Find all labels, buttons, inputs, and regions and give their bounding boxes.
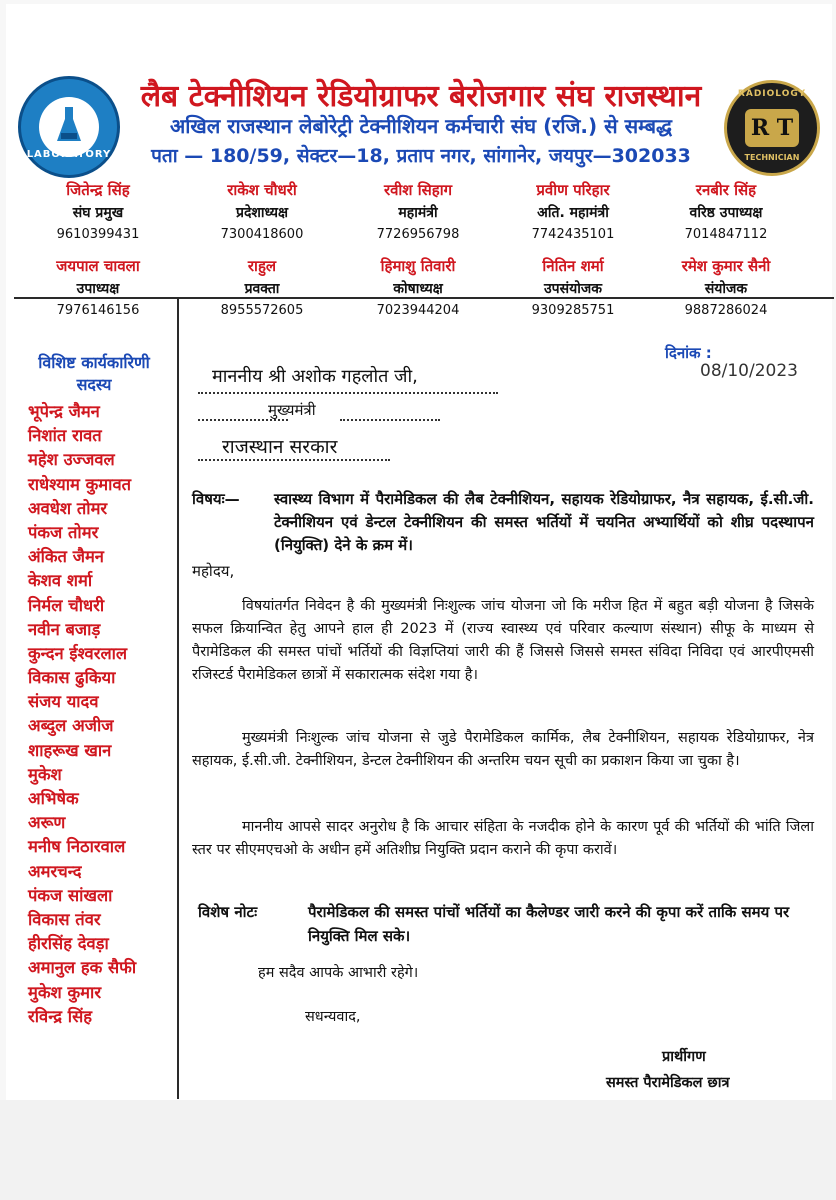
officer-role: प्रवक्ता [244, 281, 280, 297]
officer-phone: 9887286024 [684, 303, 768, 318]
list-item: मनीष निठारवाल [28, 837, 126, 857]
member-list [28, 400, 136, 1029]
list-item: शाहरूख खान [28, 740, 112, 760]
list-item: अंकित जैमन [28, 547, 104, 567]
officer-card [182, 180, 342, 242]
officer-name: नितिन शर्मा [542, 257, 604, 275]
flask-icon [55, 107, 83, 143]
officer-role: उपाध्यक्ष [76, 281, 120, 297]
officer-name: जितेन्द्र सिंह [66, 181, 130, 199]
signature-line-2: समस्त पैरामेडिकल छात्र [606, 1075, 730, 1091]
list-item: अवधेश तोमर [28, 498, 108, 518]
list-item: अरूण [28, 813, 66, 833]
officer-card [646, 180, 806, 242]
date-value: 08/10/2023 [700, 361, 798, 381]
addressee: माननीय श्री अशोक गहलोत जी, [212, 366, 418, 387]
officer-role: वरिष्ठ उपाध्यक्ष [689, 205, 763, 221]
closing-thanks: सधन्यवाद, [305, 1009, 361, 1025]
officer-phone: 7726956798 [376, 227, 460, 242]
list-item: मुकेश [28, 764, 62, 784]
officer-role: उपसंयोजक [544, 281, 602, 297]
officer-phone: 7300418600 [220, 227, 304, 242]
officer-phone: 7014847112 [684, 227, 768, 242]
officer-phone: 9309285751 [531, 303, 615, 318]
officer-name: प्रवीण परिहार [536, 181, 610, 199]
list-item: नवीन बजाड़ [28, 619, 101, 639]
officer-name: जयपाल चावला [56, 257, 140, 275]
officer-role: महामंत्री [398, 205, 438, 221]
background-band [0, 1100, 836, 1200]
list-item: महेश उज्जवल [28, 450, 115, 470]
logo-right-top-text: RADIOLOGY [737, 89, 807, 99]
list-item: भूपेन्द्र जैमन [28, 402, 100, 421]
header-divider [14, 297, 834, 299]
note-label: विशेष नोटः [198, 903, 258, 921]
officer-card [18, 180, 178, 242]
list-item: निर्मल चौधरी [28, 595, 105, 615]
officer-name: राहुल [247, 257, 277, 275]
note-text: पैरामेडिकल की समस्त पांचों भर्तियों का कैलेण्डर जारी करने की कृपा करें ताकि समय पर नियुक्ति मिल सके। [308, 903, 790, 945]
officer-role: प्रदेशाध्यक्ष [236, 205, 288, 221]
list-item: निशांत रावत [28, 426, 102, 446]
radiology-logo [724, 80, 820, 176]
logo-right-bottom-text: TECHNICIAN [744, 153, 800, 162]
sidebar-heading-line2: सदस्य [76, 375, 112, 394]
officer-role: संयोजक [704, 281, 748, 297]
paragraph-2-text: मुख्यमंत्री निःशुल्क जांच योजना से जुडे पैरामेडिकल कार्मिक, लैब टेक्नीशियन, सहायक रेडियोग्राफर, नेत्र सहायक, ई.सी.जी. टेक्नीशियन, डेन्टल टेक्नीशियन की अन्तरिम चयन सूची का प्रकाशन किया जा चुका है। [192, 730, 814, 769]
date-label: दिनांक : [665, 344, 712, 362]
officer-card [493, 256, 653, 318]
officer-card [646, 256, 806, 318]
sidebar-heading [14, 352, 174, 396]
officer-card [18, 256, 178, 318]
officer-role: अति. महामंत्री [537, 205, 609, 221]
list-item: विकास ढुकिया [28, 668, 116, 688]
subject-text: स्वास्थ्य विभाग में पैरामेडिकल की लैब टेक्नीशियन, सहायक रेडियोग्राफर, नैत्र सहायक, ई.सी.जी. टेक्नीशियन एवं डेन्टल टेक्नीशियन की समस्त भर्तियों में चयनित अभ्यार्थियों को शीघ्र पदस्थापन (नियुक्ति) देने के क्रम में। [274, 490, 814, 554]
list-item: कुन्दन ईश्वरलाल [28, 643, 128, 663]
list-item: रविन्द्र सिंह [28, 1006, 92, 1026]
government-name: राजस्थान सरकार [222, 436, 338, 458]
officer-role: संघ प्रमुख [72, 205, 124, 221]
list-item: अमरचन्द [28, 861, 82, 881]
dotted-line [340, 419, 440, 421]
list-item: पंकज सांखला [28, 885, 113, 905]
list-item: राधेश्याम कुमावत [28, 474, 132, 494]
laboratory-logo [18, 76, 120, 178]
list-item: विकास तंवर [28, 909, 101, 929]
officer-card [338, 180, 498, 242]
officer-name: राकेश चौधरी [227, 181, 297, 199]
officer-phone: 8955572605 [220, 303, 304, 318]
affiliation-line: अखिल राजस्थान लेबोरेट्री टेक्नीशियन कर्मचारी संघ (रजि.) से सम्बद्ध [169, 114, 673, 138]
salutation: महोदय, [192, 562, 235, 580]
paragraph-3-text: माननीय आपसे सादर अनुरोध है कि आचार संहिता के नजदीक होने के कारण पूर्व की भर्तियों की भांति जिला स्तर पर सीएमएचओ के अधीन हमें अतिशीघ्र नियुक्ति प्रदान कराने की कृपा करावें। [192, 819, 814, 858]
list-item: अमानुल हक सैफी [28, 958, 137, 978]
signature-line-1: प्रार्थीगण [662, 1049, 706, 1065]
officer-card [493, 180, 653, 242]
logo-left-text: LABORATORY [26, 149, 112, 160]
officer-role: कोषाध्यक्ष [393, 281, 443, 297]
address-line: पता — 180/59, सेक्टर—18, प्रताप नगर, सांगानेर, जयपुर—302033 [151, 145, 691, 167]
officer-name: रवीश सिहाग [383, 181, 453, 199]
dotted-line [198, 459, 390, 461]
officer-name: हिमाशु तिवारी [380, 257, 456, 275]
list-item: संजय यादव [28, 692, 99, 712]
addressee-title: मुख्यमंत्री [268, 401, 316, 419]
officer-name: रमेश कुमार सैनी [681, 257, 771, 275]
list-item: हीरसिंह देवड़ा [28, 934, 109, 954]
closing-grateful: हम सदैव आपके आभारी रहेगे। [258, 965, 419, 981]
list-item: अब्दुल अजीज [28, 716, 114, 736]
officer-card [182, 256, 342, 318]
subject-block [192, 488, 814, 557]
paragraph-2 [192, 727, 814, 773]
sidebar-divider [177, 299, 179, 1099]
officer-phone: 9610399431 [56, 227, 140, 242]
organization-name: लैब टेक्नीशियन रेडियोग्राफर बेरोजगार संघ राजस्थान [140, 79, 702, 114]
paragraph-3 [192, 816, 814, 862]
paragraph-1 [192, 595, 814, 687]
special-note [198, 900, 814, 948]
officer-phone: 7976146156 [56, 303, 140, 318]
officer-phone: 7742435101 [531, 227, 615, 242]
list-item: केशव शर्मा [28, 571, 93, 591]
officer-card [338, 256, 498, 318]
list-item: मुकेश कुमार [28, 982, 102, 1002]
logo-right-monogram: R T [745, 109, 799, 147]
officer-phone: 7023944204 [376, 303, 460, 318]
list-item: पंकज तोमर [28, 522, 99, 542]
officer-name: रनबीर सिंह [695, 181, 757, 199]
list-item: अभिषेक [28, 789, 79, 808]
subject-label: विषयः— [192, 490, 240, 508]
sidebar-heading-line1: विशिष्ट कार्यकारिणी [38, 353, 150, 372]
dotted-line [198, 392, 498, 394]
paragraph-1-text: विषयांतर्गत निवेदन है की मुख्यमंत्री निःशुल्क जांच योजना जो कि मरीज हित में बहुत बड़ी योजना है जिसके सफल क्रियान्वित हेतु आपने हाल ही 2023 में (राज्य स्वास्थ्य एवं परिवार कल्याण संस्थान) सीफू के माध्यम से पैरामेडिकल की समस्त पांचों भर्तियों की विज्ञप्तियां जारी की हैं जिससे जिससे समस्त संविदा निविदा एवं आरपीएमसी रजिस्टर्ड पैरामेडिकल छात्रों में सकारात्मक संदेश गया है। [192, 598, 814, 683]
